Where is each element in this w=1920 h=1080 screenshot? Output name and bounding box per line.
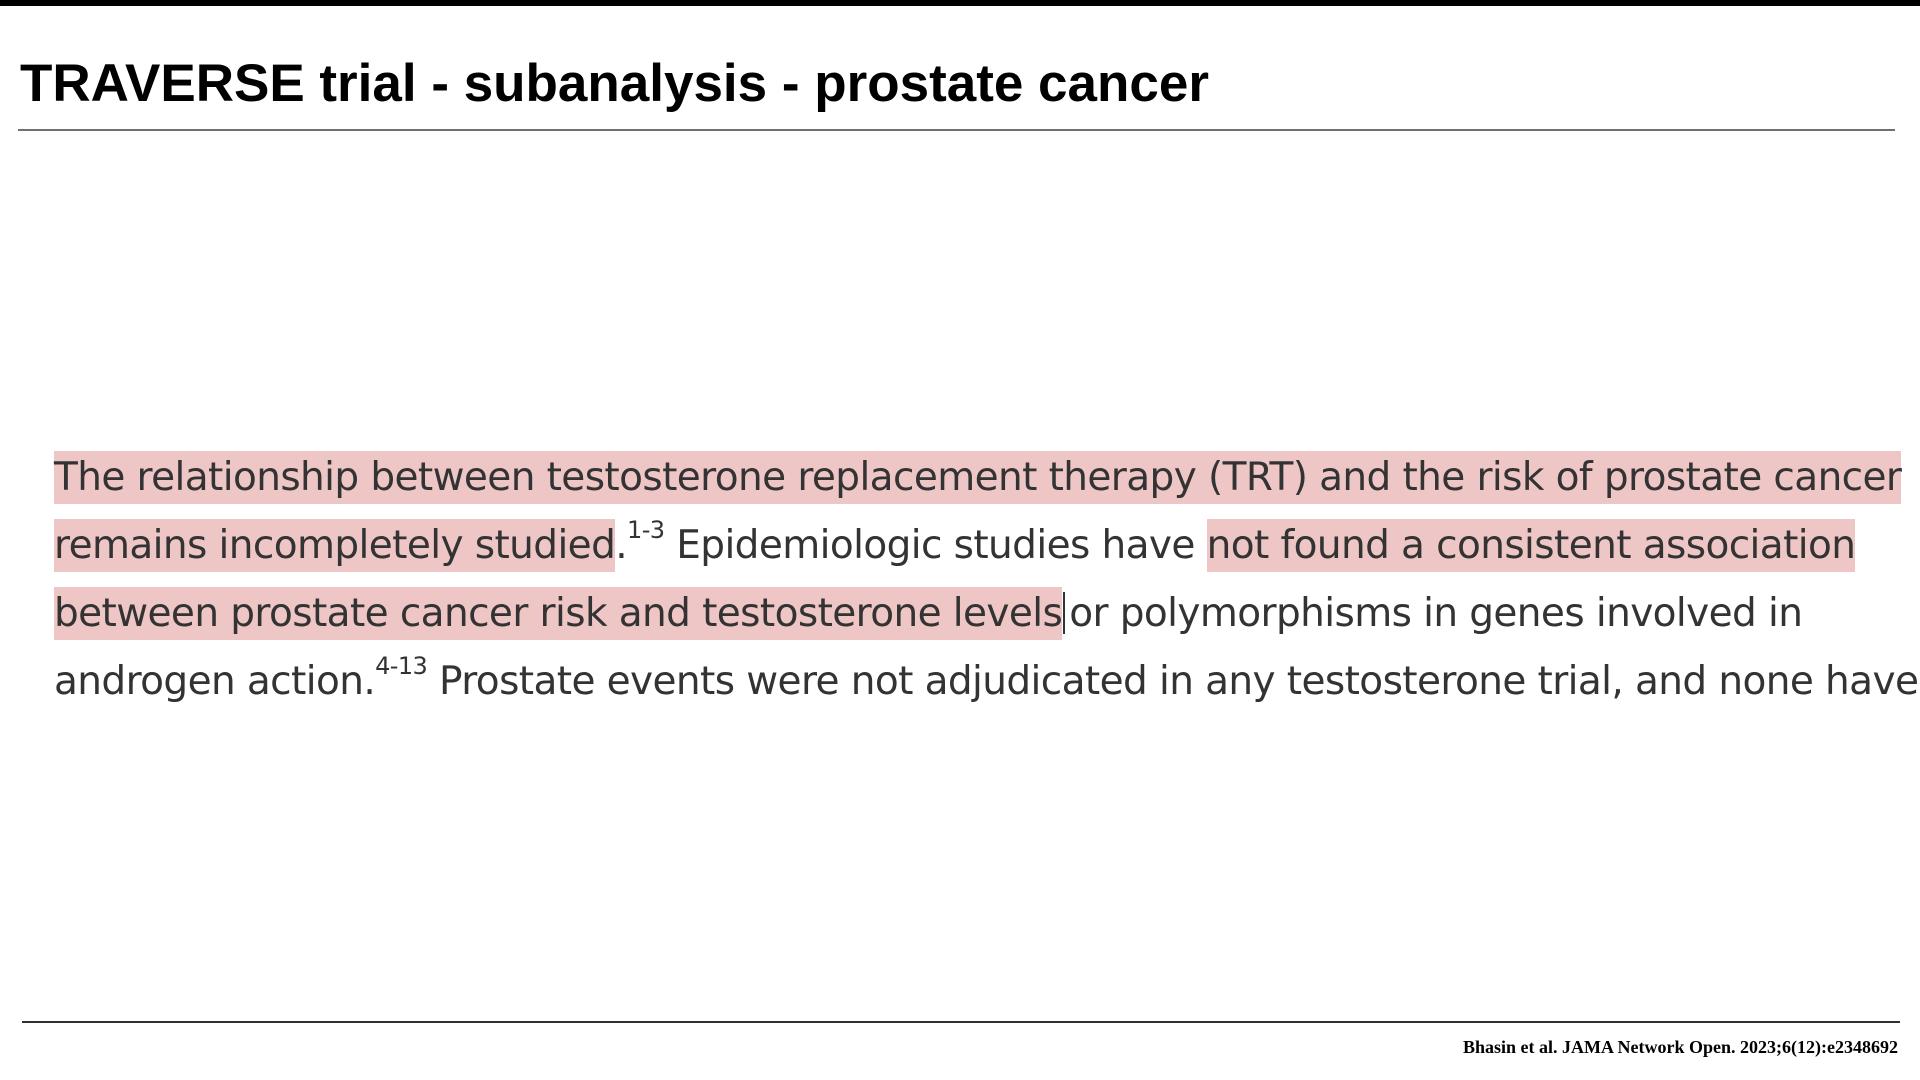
- reference-superscript: 4-13: [375, 652, 428, 680]
- excerpt-text: Epidemiologic studies have: [664, 523, 1207, 568]
- excerpt-text: or polymorphisms in genes involved in: [1069, 591, 1803, 636]
- reference-superscript: 1-3: [627, 516, 665, 544]
- citation: Bhasin et al. JAMA Network Open. 2023;6(12):e2348692: [1463, 1037, 1898, 1057]
- slide-title: TRAVERSE trial - subanalysis - prostate cancer: [20, 54, 1209, 113]
- excerpt-line-4: [54, 648, 1919, 716]
- excerpt-text: Prostate events were not adjudicated in any testosterone trial, and none have: [427, 659, 1919, 704]
- excerpt-line-1: [54, 444, 1902, 512]
- excerpt-text: .: [615, 523, 628, 568]
- highlighted-text: remains incompletely studied: [54, 519, 615, 572]
- article-excerpt: [54, 444, 1919, 716]
- excerpt-text: androgen action.: [54, 659, 376, 704]
- excerpt-line-2: [54, 512, 1894, 580]
- title-divider: [18, 129, 1895, 131]
- highlighted-text: The relationship between testosterone replacement therapy (TRT) and the risk of prostate cancer: [54, 451, 1901, 504]
- excerpt-line-3: [54, 580, 1894, 648]
- text-cursor: [1063, 592, 1065, 634]
- highlighted-text: between prostate cancer risk and testosterone levels: [54, 587, 1062, 640]
- highlighted-text: not found a consistent association: [1207, 519, 1856, 572]
- footer-divider: [22, 1021, 1900, 1023]
- top-border: [0, 0, 1920, 6]
